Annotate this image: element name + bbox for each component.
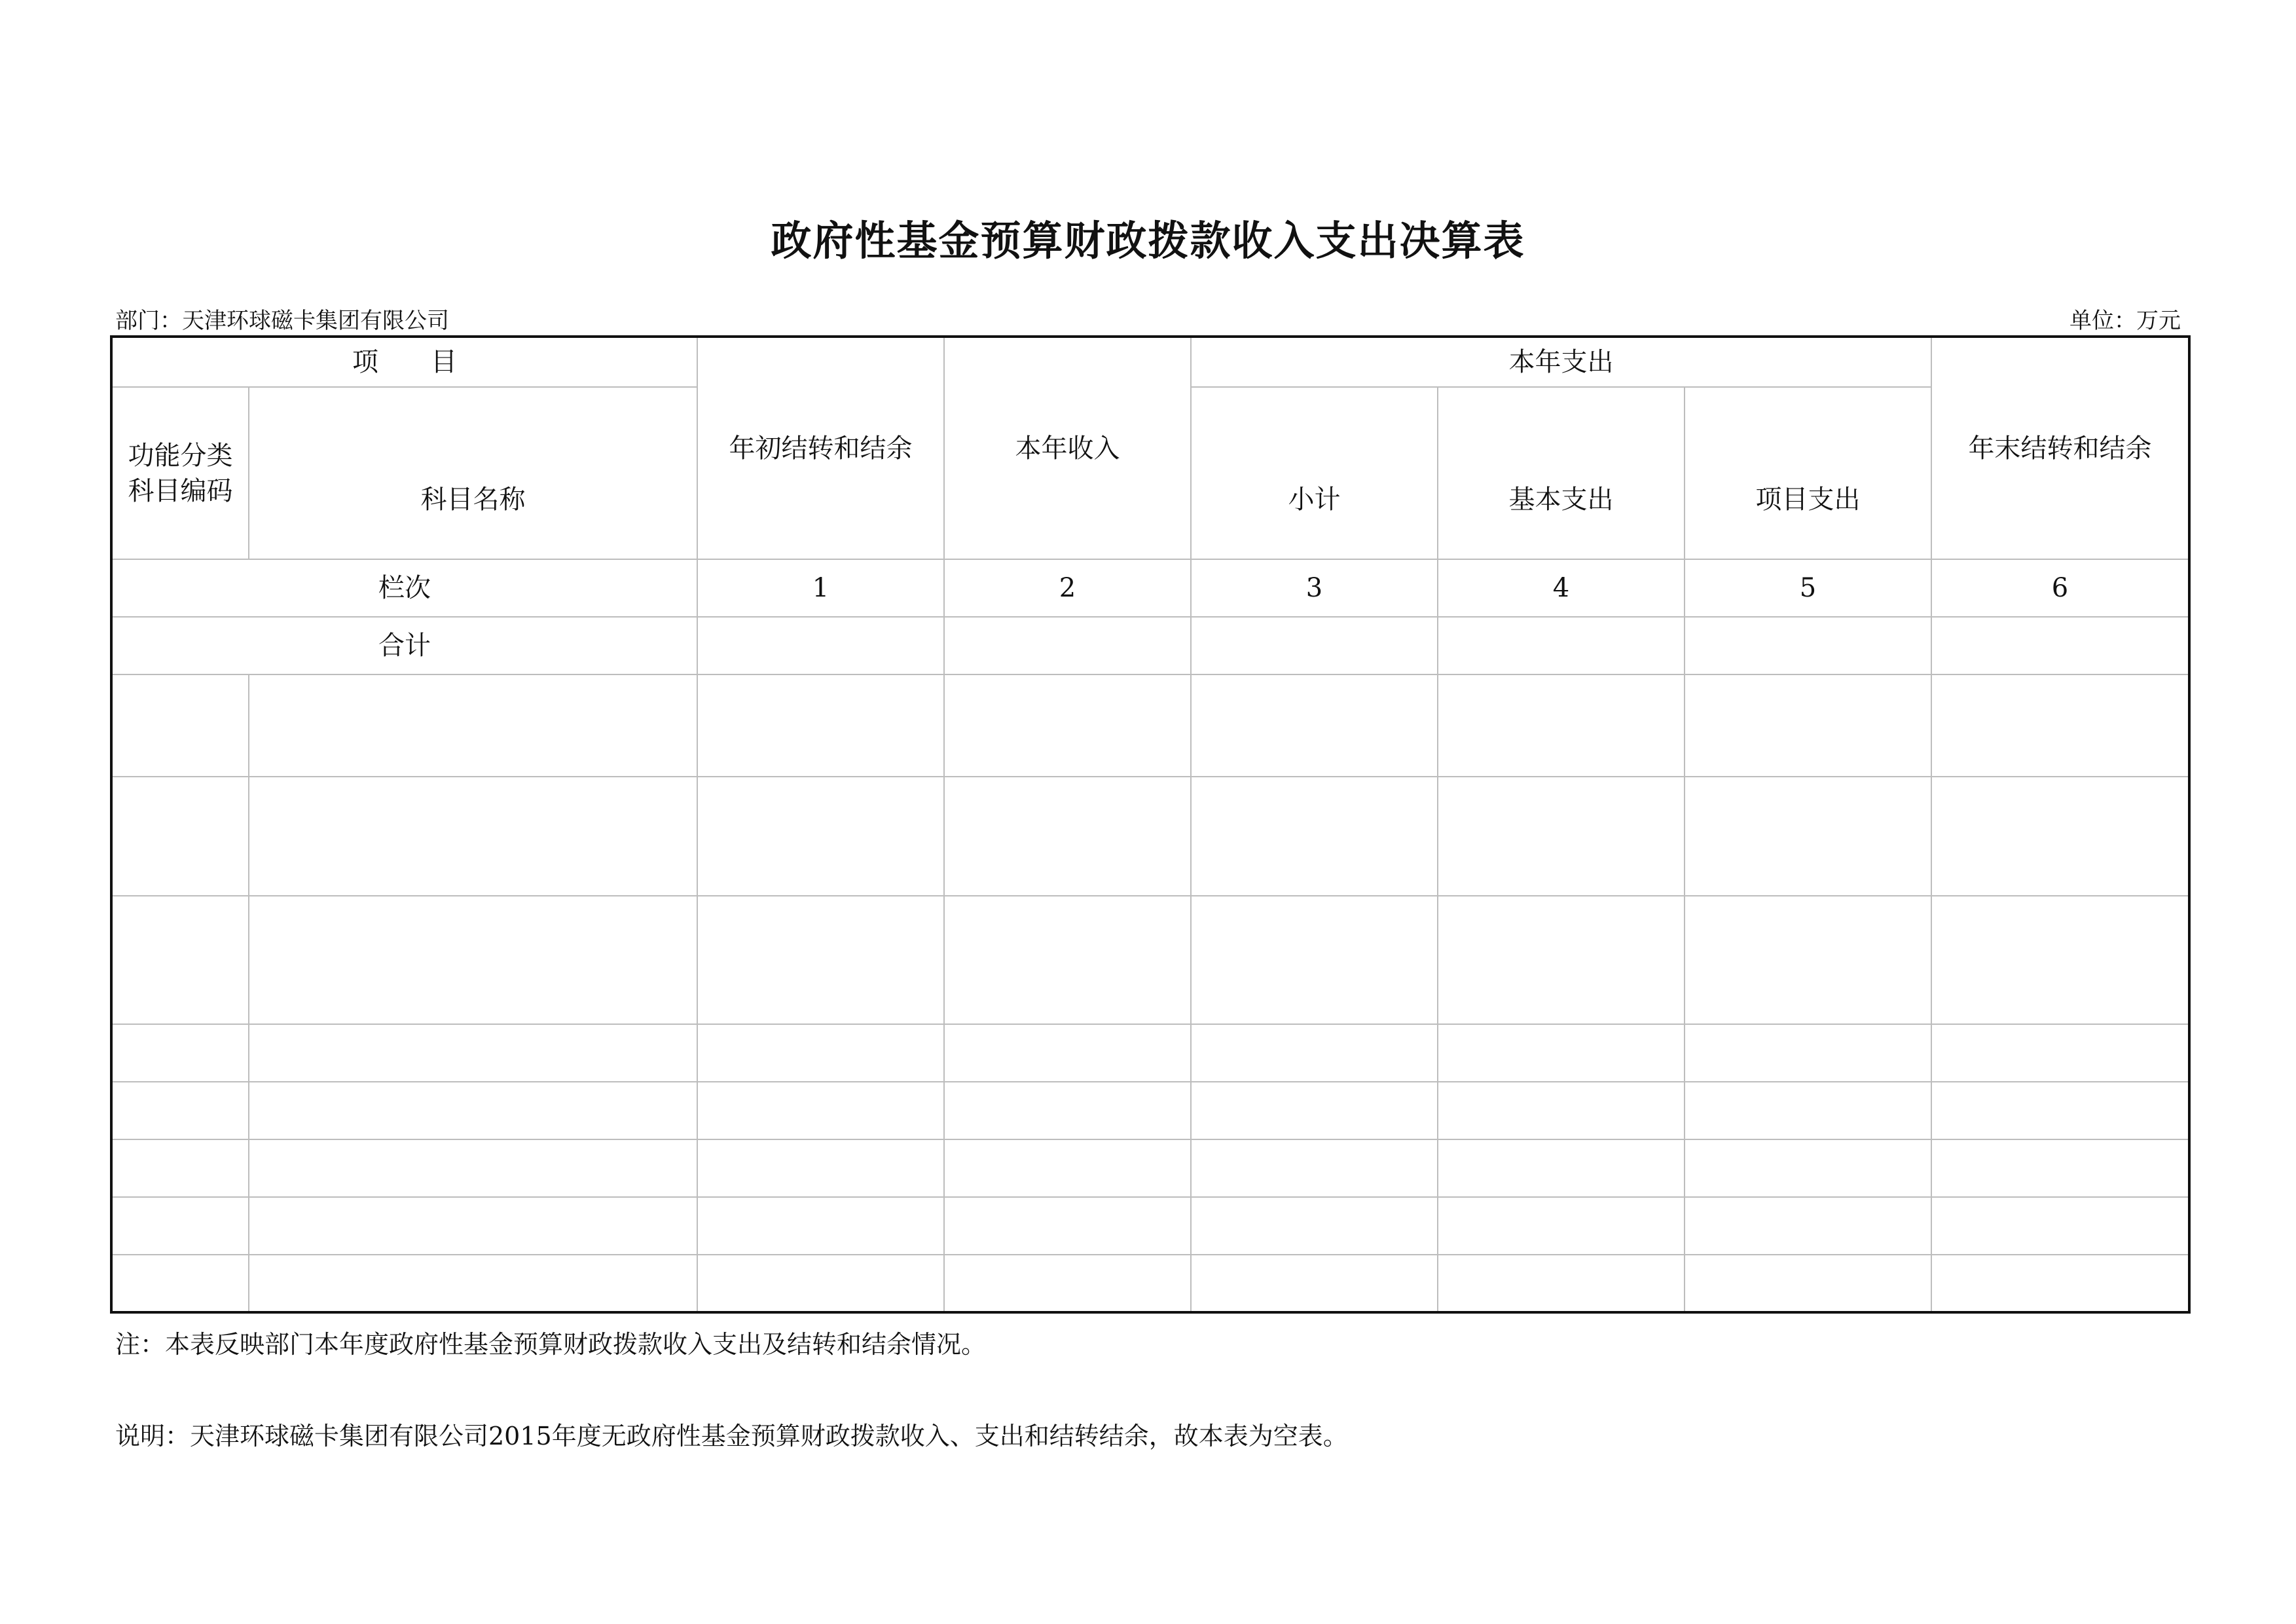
table-explanation: 说明：天津环球磁卡集团有限公司2015年度无政府性基金预算财政拨款收入、支出和结转结余，故本表为空表。 bbox=[115, 1422, 1348, 1450]
header-code-line2: 科目编码 bbox=[128, 475, 233, 506]
header-begin-balance: 年初结转和结余 bbox=[697, 337, 944, 559]
header-income: 本年收入 bbox=[944, 337, 1191, 559]
header-item: 项 目 bbox=[111, 337, 697, 387]
header-name: 科目名称 bbox=[249, 387, 697, 559]
table-row bbox=[111, 777, 2189, 896]
column-number: 2 bbox=[944, 559, 1191, 617]
column-number: 3 bbox=[1191, 559, 1438, 617]
table-row bbox=[111, 1139, 2189, 1197]
header-code-line1: 功能分类 bbox=[128, 440, 233, 471]
header-basic: 基本支出 bbox=[1438, 387, 1685, 559]
header-expense-group: 本年支出 bbox=[1191, 337, 1931, 387]
table-row bbox=[111, 674, 2189, 777]
table-row bbox=[111, 1082, 2189, 1139]
column-number: 1 bbox=[697, 559, 944, 617]
page-title: 政府性基金预算财政拨款收入支出决算表 bbox=[771, 217, 1525, 265]
table-note: 注：本表反映部门本年度政府性基金预算财政拨款收入支出及结转和结余情况。 bbox=[115, 1330, 987, 1359]
total-cell bbox=[1931, 617, 2189, 674]
header-end-balance: 年末结转和结余 bbox=[1931, 337, 2189, 559]
column-number: 6 bbox=[1931, 559, 2189, 617]
table-row bbox=[111, 896, 2189, 1024]
total-cell bbox=[1438, 617, 1685, 674]
total-label: 合计 bbox=[111, 617, 697, 674]
total-row bbox=[111, 617, 2189, 674]
header-row-1 bbox=[111, 337, 2189, 387]
table-row bbox=[111, 1255, 2189, 1312]
header-subtotal: 小计 bbox=[1191, 387, 1438, 559]
budget-table bbox=[110, 335, 2191, 1314]
department-label: 部门：天津环球磁卡集团有限公司 bbox=[115, 308, 449, 334]
total-cell bbox=[1191, 617, 1438, 674]
total-cell bbox=[697, 617, 944, 674]
column-row-label: 栏次 bbox=[111, 559, 697, 617]
header-code bbox=[111, 387, 249, 559]
header-project: 项目支出 bbox=[1685, 387, 1931, 559]
table-row bbox=[111, 1024, 2189, 1082]
unit-label: 单位：万元 bbox=[2069, 308, 2181, 334]
column-number: 4 bbox=[1438, 559, 1685, 617]
total-cell bbox=[1685, 617, 1931, 674]
column-number: 5 bbox=[1685, 559, 1931, 617]
total-cell bbox=[944, 617, 1191, 674]
column-number-row bbox=[111, 559, 2189, 617]
table-row bbox=[111, 1197, 2189, 1255]
